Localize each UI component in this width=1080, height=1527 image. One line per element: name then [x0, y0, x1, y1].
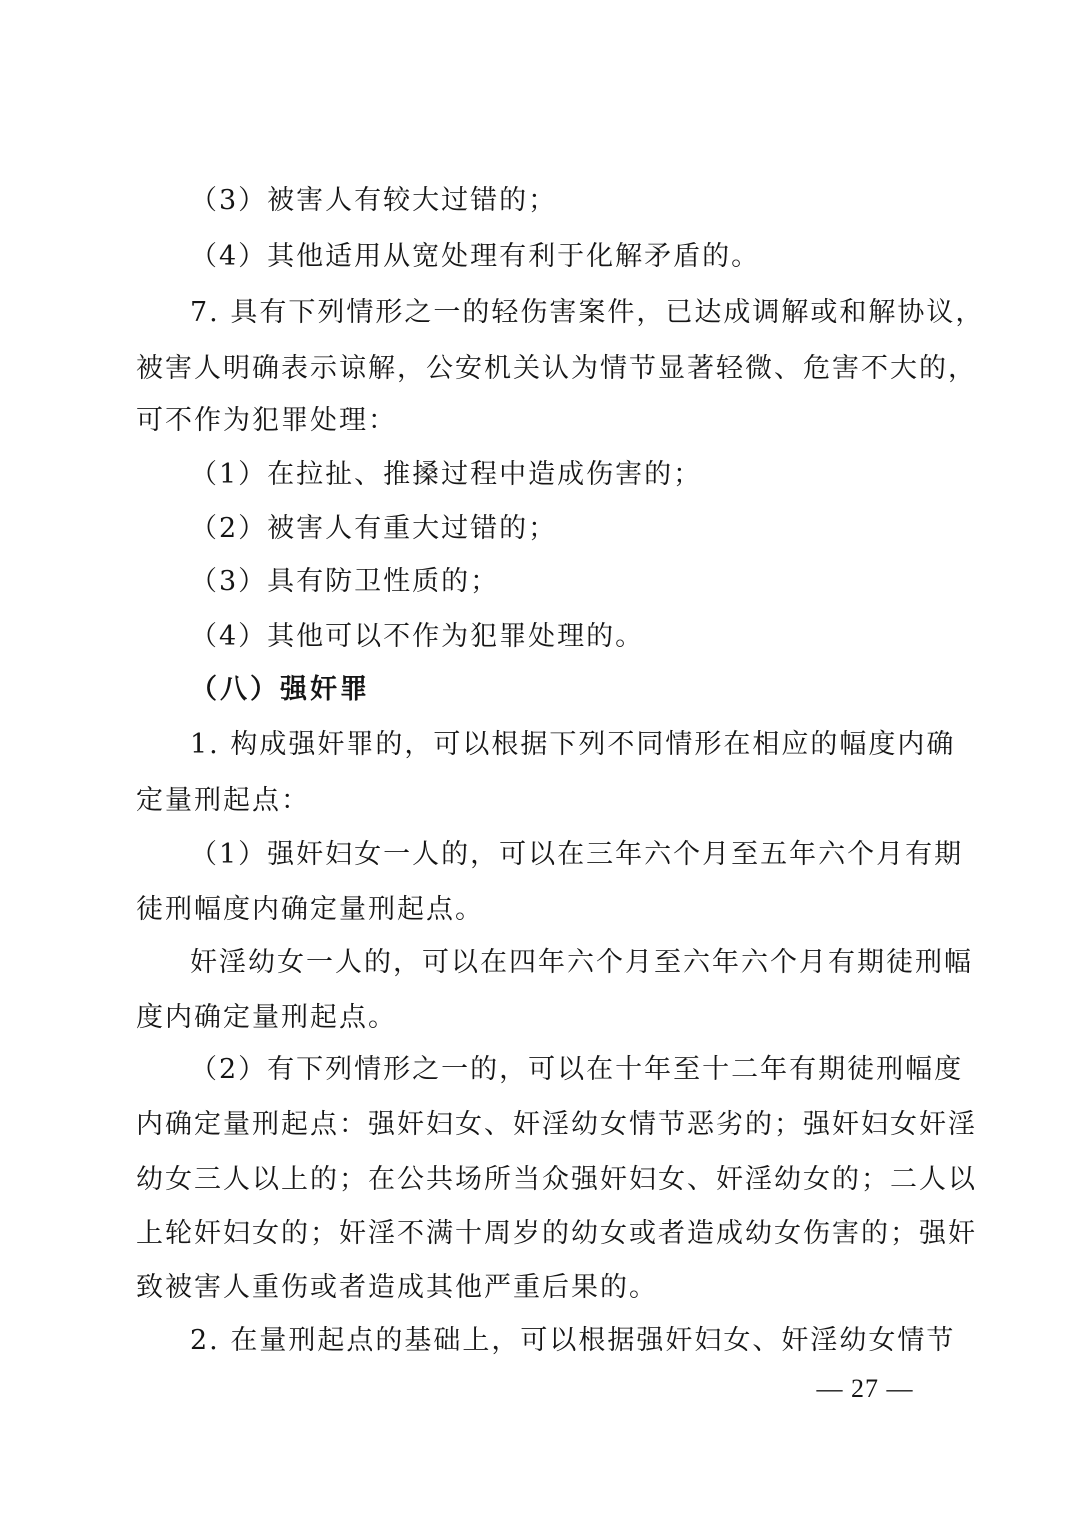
paragraph-line-section-7-start: 7. 具有下列情形之一的轻伤害案件，已达成调解或和解协议，	[190, 297, 985, 328]
section-heading-rape: （八）强奸罪	[190, 674, 370, 705]
paragraph-line-item-4-lenient: （4）其他适用从宽处理有利于化解矛盾的。	[190, 241, 761, 272]
paragraph-line-section-2-start: 2. 在量刑起点的基础上，可以根据强奸妇女、奸淫幼女情节	[190, 1325, 956, 1356]
paragraph-line-section-7-end: 可不作为犯罪处理：	[136, 405, 397, 436]
paragraph-line-aggravated-start: （2）有下列情形之一的，可以在十年至十二年有期徒刑幅度	[190, 1054, 964, 1085]
paragraph-line-sentencing-start: 1. 构成强奸罪的，可以根据下列不同情形在相应的幅度内确	[190, 729, 956, 760]
paragraph-line-one-woman-end: 徒刑幅度内确定量刑起点。	[136, 894, 484, 925]
paragraph-line-aggravated-4: 上轮奸妇女的；奸淫不满十周岁的幼女或者造成幼女伤害的；强奸	[136, 1218, 977, 1249]
paragraph-line-item-2-major-fault: （2）被害人有重大过错的；	[190, 513, 558, 544]
paragraph-line-item-3-defense: （3）具有防卫性质的；	[190, 566, 500, 597]
paragraph-line-item-4-not-crime: （4）其他可以不作为犯罪处理的。	[190, 621, 645, 652]
paragraph-line-sentencing-end: 定量刑起点：	[136, 785, 310, 816]
paragraph-line-aggravated-2: 内确定量刑起点：强奸妇女、奸淫幼女情节恶劣的；强奸妇女奸淫	[136, 1109, 977, 1140]
paragraph-line-one-woman-start: （1）强奸妇女一人的，可以在三年六个月至五年六个月有期	[190, 839, 964, 870]
paragraph-line-item-1-pulling: （1）在拉扯、推搡过程中造成伤害的；	[190, 459, 703, 490]
paragraph-line-item-3-victim-fault: （3）被害人有较大过错的；	[190, 185, 558, 216]
paragraph-line-young-girl-start: 奸淫幼女一人的，可以在四年六个月至六年六个月有期徒刑幅	[190, 947, 973, 978]
page-number: — 27 —	[816, 1374, 914, 1403]
paragraph-line-young-girl-end: 度内确定量刑起点。	[136, 1002, 397, 1033]
paragraph-line-aggravated-end: 致被害人重伤或者造成其他严重后果的。	[136, 1272, 658, 1303]
paragraph-line-section-7-continued: 被害人明确表示谅解，公安机关认为情节显著轻微、危害不大的，	[136, 353, 977, 384]
paragraph-line-aggravated-3: 幼女三人以上的；在公共场所当众强奸妇女、奸淫幼女的；二人以	[136, 1164, 977, 1195]
